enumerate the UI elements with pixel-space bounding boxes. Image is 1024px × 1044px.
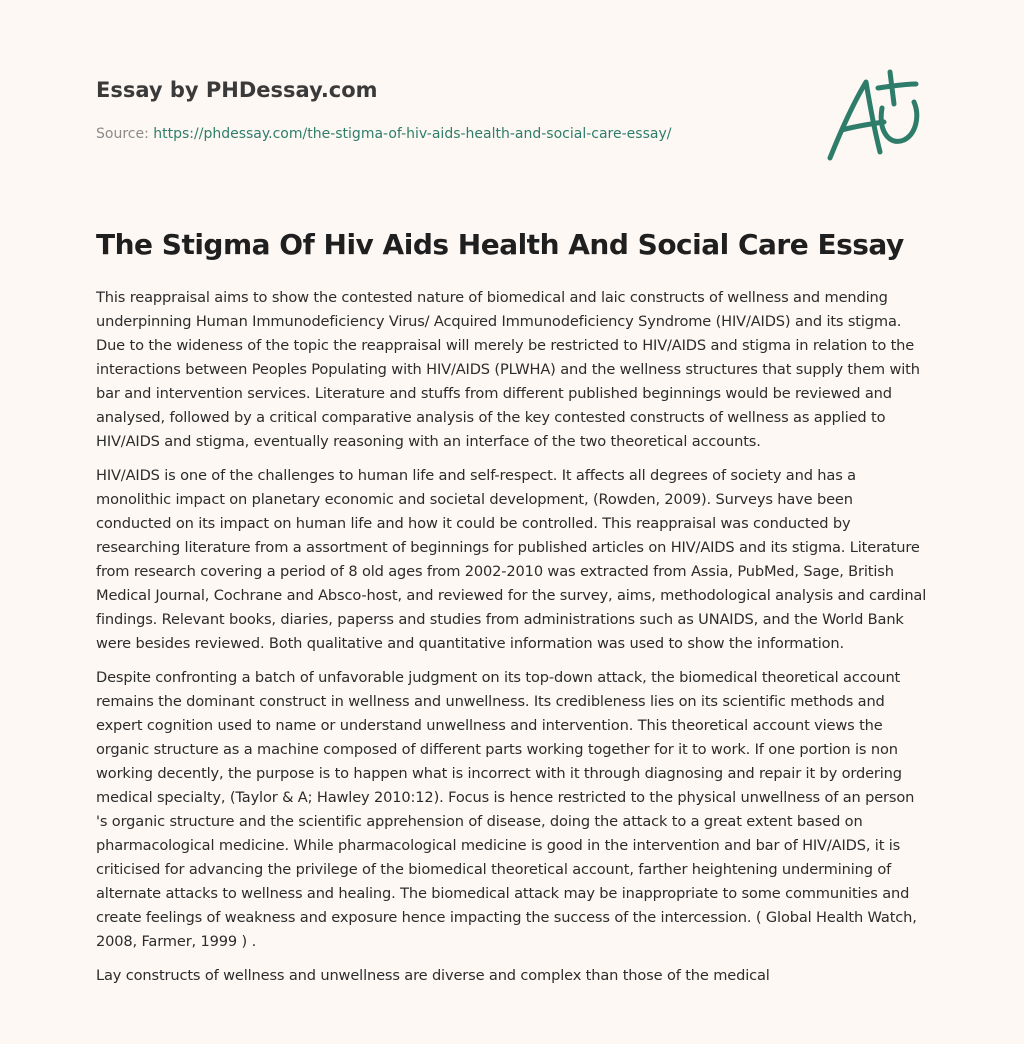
- page-header: [96, 76, 796, 144]
- source-link[interactable]: https://phdessay.com/the-stigma-of-hiv-aids-health-and-social-care-essay/: [153, 126, 672, 142]
- essay-paragraph: This reappraisal aims to show the contested nature of biomedical and laic constructs of wellness and mending underpinning Human Immunodeficiency Virus/ Acquired Immunodeficiency Syndrome (HIV/AIDS) and its stigma. Due to the wideness of the topic the reappraisal will merely be restricted to HIV/AIDS and stigma in relation to the interactions between Peoples Populating with HIV/AIDS (PLWHA) and the wellness structures that supply them with bar and intervention services. Literature and stuffs from different published beginnings would be reviewed and analysed, followed by a critical comparative analysis of the key contested constructs of wellness as applied to HIV/AIDS and stigma, eventually reasoning with an interface of the two theoretical accounts.: [96, 289, 920, 450]
- essay-body: [96, 286, 928, 998]
- essay-paragraph: HIV/AIDS is one of the challenges to human life and self-respect. It affects all degrees of society and has a monolithic impact on planetary economic and societal development, (Rowden, 2009). Surveys have been conducted on its impact on human life and how it could be controlled. This reappraisal was conducted by researching literature from a assortment of beginnings for published articles on HIV/AIDS and its stigma. Literature from research covering a period of 8 old ages from 2002-2010 was extracted from Assia, PubMed, Sage, British Medical Journal, Cochrane and Absco-host, and reviewed for the survey, aims, methodological analysis and cardinal findings. Relevant books, diaries, paperss and studies from administrations such as UNAIDS, and the World Bank were besides reviewed. Both qualitative and quantitative information was used to show the information.: [96, 467, 927, 652]
- a-plus-grade-icon: [820, 66, 930, 166]
- source-line: [96, 124, 796, 144]
- site-title: Essay by PHDessay.com: [96, 78, 378, 102]
- essay-title: The Stigma Of Hiv Aids Health And Social Care Essay: [96, 228, 904, 261]
- source-label: Source:: [96, 126, 149, 142]
- essay-paragraph: Despite confronting a batch of unfavorable judgment on its top-down attack, the biomedical theoretical account remains the dominant construct in wellness and unwellness. Its credibleness lies on its scientific methods and expert cognition used to name or understand unwellness and intervention. This theoretical account views the organic structure as a machine composed of different parts working together for it to work. If one portion is non working decently, the purpose is to happen what is incorrect with it through diagnosing and repair it by ordering medical specialty, (Taylor & A; Hawley 2010:12). Focus is hence restricted to the physical unwellness of an person 's organic structure and the scientific apprehension of disease, doing the attack to a great extent based on pharmacological medicine. While pharmacological medicine is good in the intervention and bar of HIV/AIDS, it is criticised for advancing the privilege of the biomedical theoretical account, farther heightening undermining of alternate attacks to wellness and healing. The biomedical attack may be inappropriate to some communities and create feelings of weakness and exposure hence impacting the success of the intercession. ( Global Health Watch, 2008, Farmer, 1999 ) .: [96, 669, 917, 950]
- essay-paragraph: Lay constructs of wellness and unwellness are diverse and complex than those of the medical: [96, 967, 770, 984]
